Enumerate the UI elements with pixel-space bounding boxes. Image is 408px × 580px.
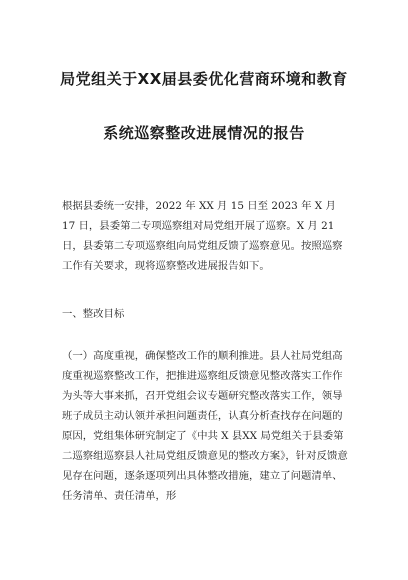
- document-title-line-2: 系统巡察整改进展情况的报告: [103, 124, 305, 142]
- section-heading-goals: 一、整改目标: [62, 308, 125, 320]
- document-title-line-1: 局党组关于XX届县委优化营商环境和教育: [60, 70, 348, 88]
- intro-paragraph: 根据县委统一安排，2022 年 XX 月 15 日至 2023 年 X 月 17 日，县委第二专项巡察组对局党组开展了巡察。X 月 21 日，县委第二专项巡察组向局党组反馈了巡察意见。按照巡察工作有关要求，现将巡察整改进展报告如下。: [62, 200, 343, 272]
- body-paragraph-1: （一）高度重视，确保整改工作的顺利推进。县人社局党组高度重视巡察整改工作，把推进巡察组反馈意见整改落实工作作为头等大事来抓，召开党组会议专题研究整改落实工作，领导班子成员主动认领并承担问题责任，认真分析查找存在问题的原因，党组集体研究制定了《中共 X 县XX 局党组关于县委第二巡察组巡察县人社局党组反馈意见的整改方案》，针对反馈意见存在问题，逐条逐项列出具体整改措施，建立了问题清单、任务清单、责任清单，形: [62, 350, 348, 502]
